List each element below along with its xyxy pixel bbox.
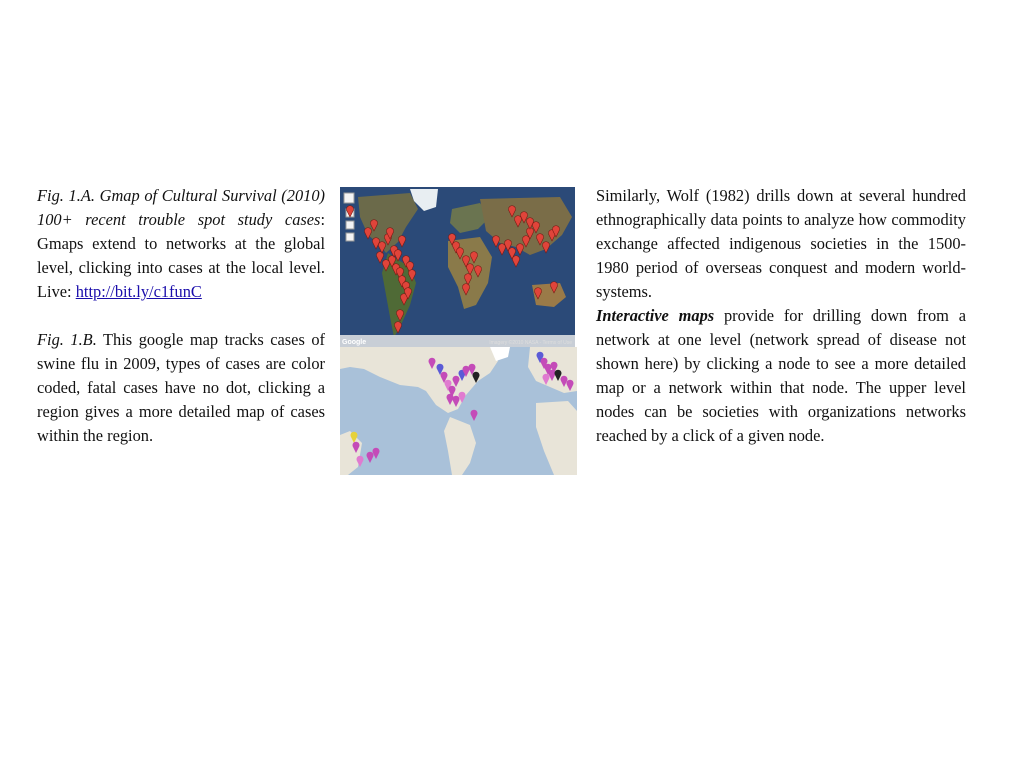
google-logo: Google	[342, 339, 367, 346]
cultural-survival-map[interactable]	[340, 187, 575, 347]
swine-flu-map-svg	[340, 347, 577, 475]
map-attribution: Imagery ©2010 NASA - Terms of Use	[489, 340, 572, 346]
fig-1b-body: This google map tracks cases of swine flu in 2009, types of cases are color coded, fatal cases have no dot, clicking a region gives a more detailed map of cases within the region.	[37, 330, 325, 445]
interactive-maps-paragraph	[596, 304, 966, 448]
interactive-maps-term: Interactive maps	[596, 306, 715, 325]
fig-1a-title: Fig. 1.A. Gmap of Cultural Survival (2010) 100+ recent trouble spot study cases	[37, 186, 325, 229]
interactive-maps-body: provide for drilling down from a network at one level (network spread of disease not shown here) by clicking a node to see a more detailed map or a network within that node. The upper level nodes can be societies with organizations networks reached by a click of a given node.	[596, 306, 966, 445]
fig-1a-link[interactable]: http://bit.ly/c1funC	[75, 282, 202, 301]
fig-1b-label: Fig. 1.B.	[37, 330, 97, 349]
left-column	[37, 184, 325, 448]
zoom-level-button[interactable]	[346, 233, 354, 241]
swine-flu-map[interactable]	[340, 347, 577, 475]
wolf-paragraph: Similarly, Wolf (1982) drills down at several hundred ethnographically data points to analyze how commodity exchange affected indigenous societies in the 1500-1980 period of overseas conquest and modern world-systems.	[596, 186, 966, 301]
pan-control[interactable]	[344, 193, 354, 203]
satellite-map-svg	[340, 187, 575, 347]
zoom-out-button[interactable]	[346, 221, 354, 229]
fig-1b-caption	[37, 328, 325, 448]
right-column	[596, 184, 966, 448]
fig-1a-body: : Gmaps extend to networks at the global level, clicking into cases at the local level. Live:	[37, 210, 325, 301]
fig-1a-caption	[37, 184, 325, 304]
